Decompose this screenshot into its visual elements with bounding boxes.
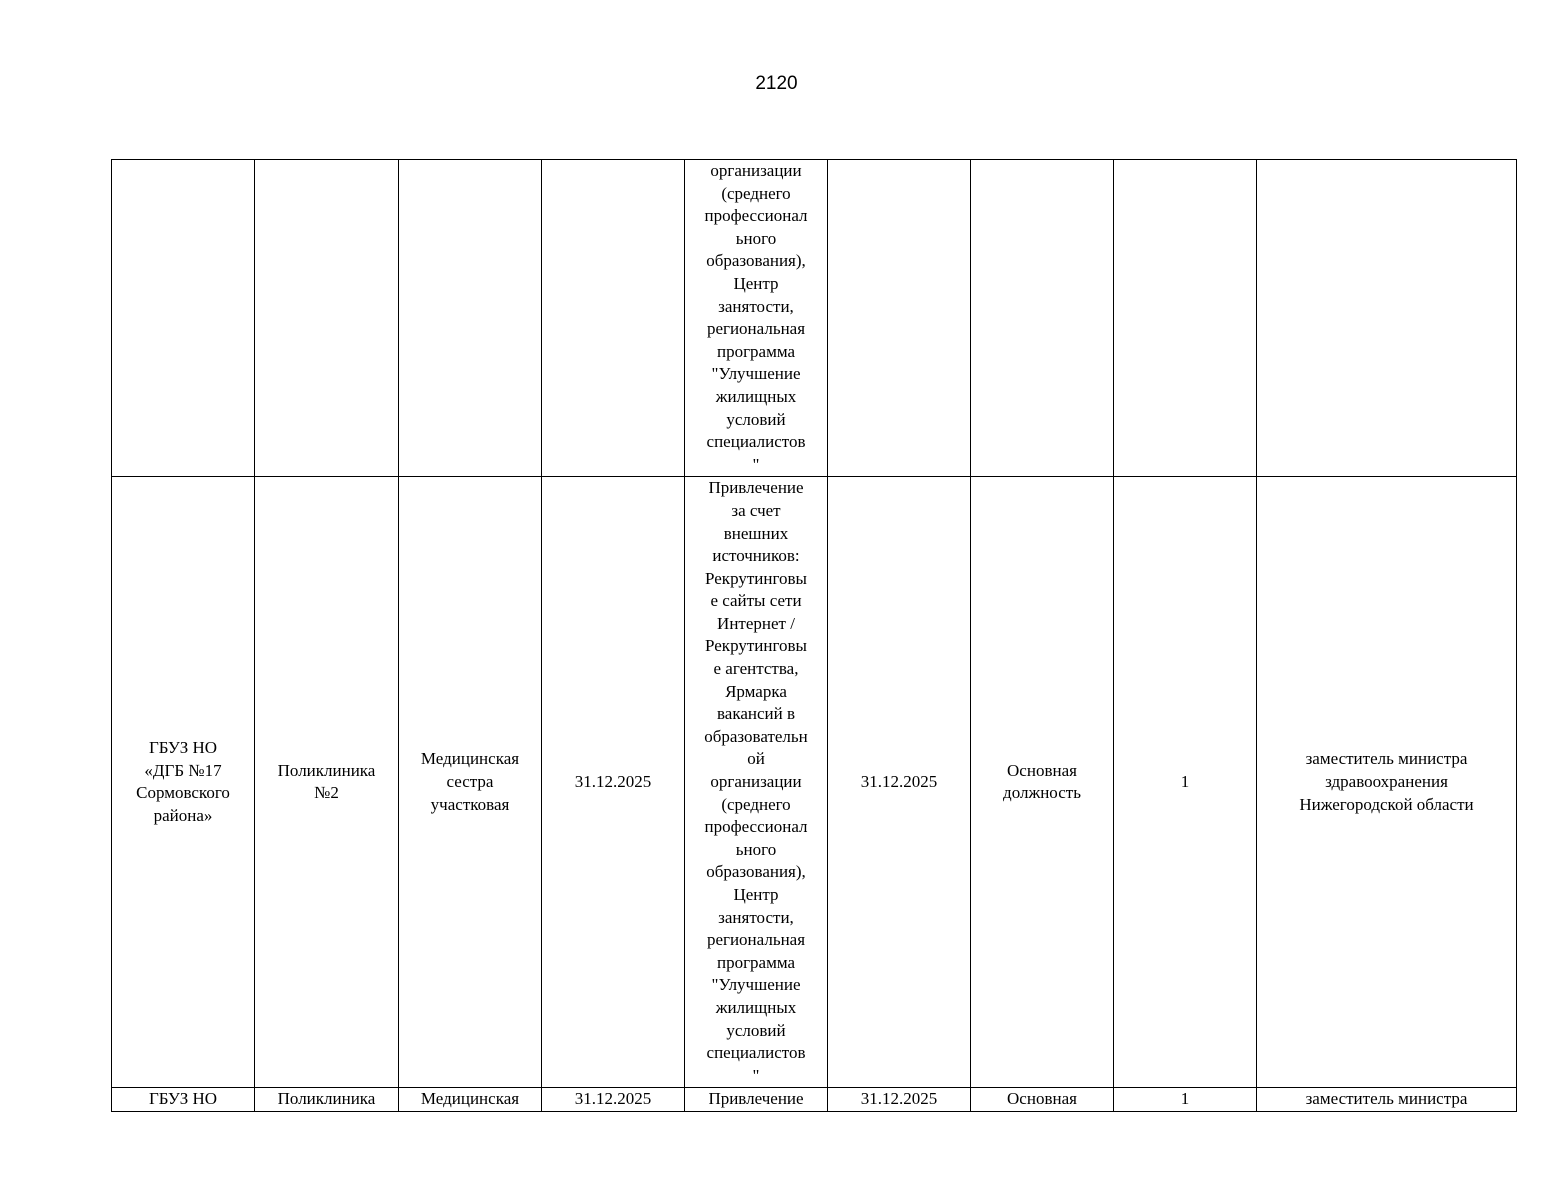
cell-line: "Улучшение [711,364,801,384]
cell-line: района» [153,805,213,825]
cell-line: организации [710,772,802,792]
cell-line: сестра [446,772,494,792]
cell-date: 31.12.2025 [828,1088,971,1112]
cell-line: Нижегородской области [1299,794,1474,814]
cell-line: Привлечение [708,1089,804,1109]
cell-line: специалистов [706,1043,806,1063]
cell-line: региональная [706,930,806,950]
cell-line: Медицинская [420,749,520,769]
cell-position-type [971,1088,1114,1112]
cell-line: Интернет / [717,613,795,633]
cell-line: Основная [1007,760,1077,780]
cell-line: Рекрутинговы [705,636,807,656]
cell-line: жилищных [715,997,797,1017]
cell-position [399,477,542,1088]
cell-line: Рекрутинговы [705,568,807,588]
cell-position-type [971,477,1114,1088]
cell-line: "Улучшение [711,975,801,995]
cell-line: (среднего [721,794,791,814]
cell-line: ГБУЗ НО [148,738,218,758]
cell-line: Основная [1007,1089,1077,1109]
cell-line: Центр [733,885,779,904]
cell-date [828,160,971,477]
cell-line: занятости, [718,296,794,316]
cell-institution [112,477,255,1088]
cell-deadline [542,160,685,477]
cell-department [255,1088,399,1112]
table-row [112,160,1517,477]
cell-responsible [1257,477,1517,1088]
cell-line: Сормовского [136,783,230,803]
cell-sources [685,477,828,1088]
cell-line: " [752,1065,760,1085]
cell-line: е сайты сети [710,591,802,611]
cell-line: ьного [735,228,777,248]
cell-line: Медицинская [420,1089,520,1109]
cell-line: программа [716,341,796,361]
cell-department [255,160,399,477]
page-number: 2120 [755,73,798,94]
cell-department [255,477,399,1088]
cell-responsible [1257,160,1517,477]
cell-line: профессионал [704,206,808,226]
cell-line: Ярмарка [725,681,787,701]
cell-line: образовательн [704,726,808,746]
cell-institution [112,160,255,477]
cell-line: профессионал [704,817,808,837]
cell-line: источников: [712,546,800,566]
cell-deadline: 31.12.2025 [542,1088,685,1112]
cell-count [1114,160,1257,477]
cell-line: специалистов [706,432,806,452]
cell-count: 1 [1114,477,1257,1088]
cell-line: условий [726,409,786,429]
cell-line: Поликлиника [277,1089,376,1109]
cell-line: Привлечение [708,478,804,498]
cell-sources [685,1088,828,1112]
cell-line: «ДГБ №17 [144,760,222,780]
cell-position-type [971,160,1114,477]
cell-line: е агентства, [713,659,799,679]
cell-sources [685,160,828,477]
cell-position [399,1088,542,1112]
cell-line: " [752,454,760,474]
staffing-table [111,159,1517,1112]
table-row [112,477,1517,1088]
cell-line: образования), [706,862,806,882]
cell-deadline: 31.12.2025 [542,477,685,1088]
cell-line: здравоохранения [1325,772,1448,792]
cell-line: вакансий в [716,704,795,724]
cell-line: ой [747,749,765,769]
cell-date: 31.12.2025 [828,477,971,1088]
cell-responsible [1257,1088,1517,1112]
cell-institution [112,1088,255,1112]
cell-line: заместитель министра [1305,1089,1468,1109]
cell-line: жилищных [715,386,797,406]
cell-line: Центр [733,273,779,293]
cell-line: №2 [314,783,339,803]
cell-line: заместитель министра [1305,749,1468,769]
cell-position [399,160,542,477]
cell-line: условий [726,1020,786,1040]
cell-line: внешних [723,523,789,543]
cell-line: Поликлиника [277,760,376,780]
cell-line: организации [710,161,802,180]
cell-line: региональная [706,319,806,339]
cell-line: участковая [430,794,510,814]
cell-line: занятости, [718,907,794,927]
cell-line: образования), [706,251,806,271]
table-row [112,1088,1517,1112]
cell-count: 1 [1114,1088,1257,1112]
cell-line: ГБУЗ НО [148,1089,218,1109]
cell-line: ьного [735,839,777,859]
cell-line: (среднего [721,183,791,203]
cell-line: за счет [731,500,781,520]
cell-line: программа [716,952,796,972]
cell-line: должность [1003,783,1081,803]
